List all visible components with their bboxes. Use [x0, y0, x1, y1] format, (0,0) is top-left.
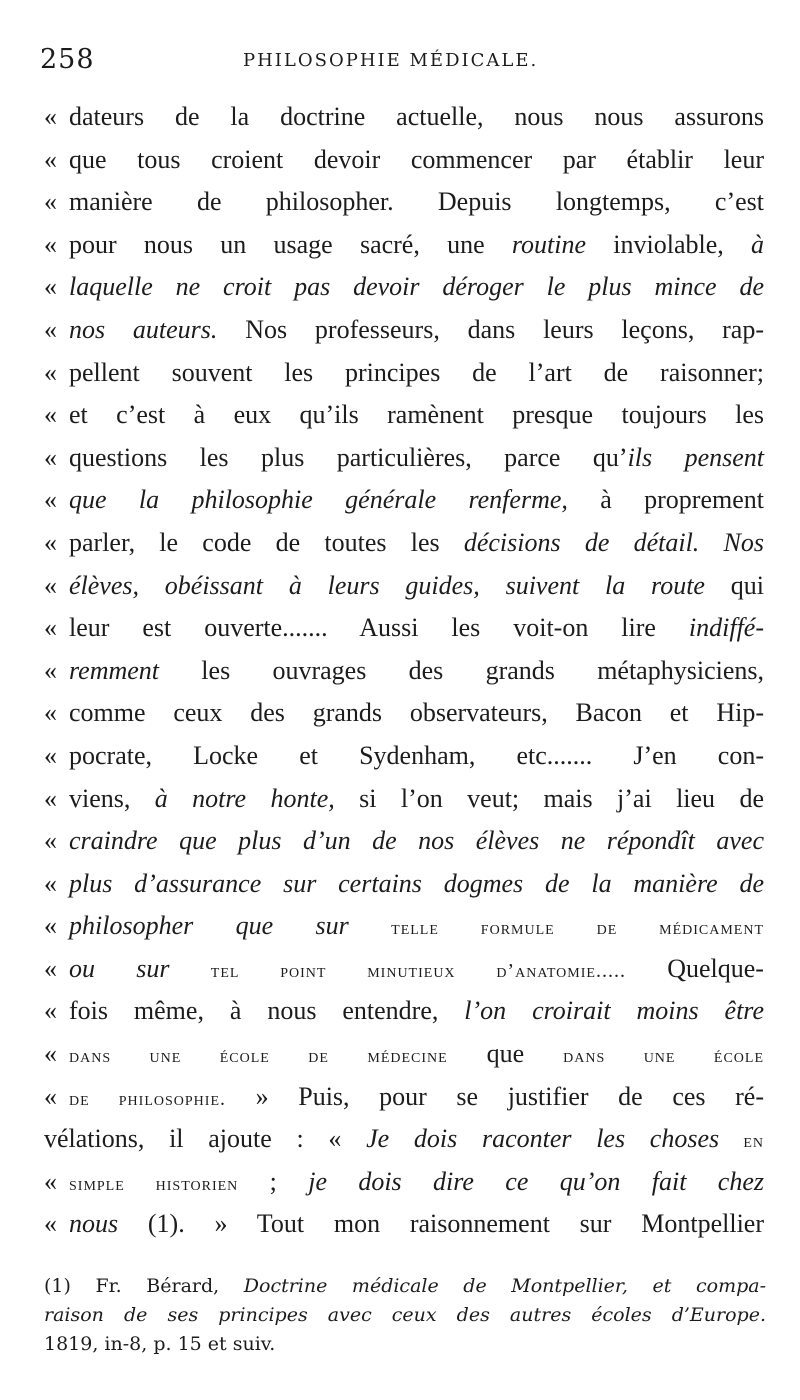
text-line-26: « simple historien ; je dois dire ce qu’on fait chez [44, 1166, 764, 1196]
text-line-21: « ou sur tel point minutieux d’anatomie..... Quelque- [44, 953, 764, 983]
text-line-12: « élèves, obéissant à leurs guides, suivent la route qui [44, 570, 764, 600]
text-line-2: « que tous croient devoir commencer par établir leur [44, 144, 764, 174]
page-header [38, 44, 768, 84]
text-line-13: « leur est ouverte....... Aussi les voit-on lire indiffé- [44, 613, 764, 643]
text-line-7: « pellent souvent les principes de l’art de raisonner; [44, 357, 764, 387]
text-line-8: « et c’est à eux qu’ils ramènent presque toujours les [44, 400, 764, 430]
footnote-line-2: raison de ses principes avec ceux des autres écoles d’Europe. [44, 1304, 766, 1326]
text-line-9: « questions les plus particulières, parce qu’ils pensent [44, 442, 764, 472]
text-line-1: « dateurs de la doctrine actuelle, nous nous assurons [44, 102, 764, 131]
text-line-11: « parler, le code de toutes les décisions de détail. Nos [44, 527, 764, 557]
footnote-line-3: 1819, in-8, p. 15 et suiv. [44, 1333, 276, 1355]
text-line-17: « viens, à notre honte, si l’on veut; mais j’ai lieu de [44, 783, 764, 813]
body-text [44, 96, 764, 1246]
text-line-19: « plus d’assurance sur certains dogmes de la manière de [44, 868, 764, 898]
text-line-24: « de philosophie. » Puis, pour se justifier de ces ré- [44, 1081, 765, 1111]
footnote-line-1: (1) Fr. Bérard, Doctrine médicale de Montpellier, et compa- [44, 1275, 766, 1297]
text-line-16: « pocrate, Locke et Sydenham, etc....... J’en con- [44, 740, 764, 770]
text-line-27: « nous (1). » Tout mon raisonnement sur Montpellier [44, 1209, 764, 1239]
text-line-4: « pour nous un usage sacré, une routine inviolable, à [44, 229, 764, 259]
running-head: PHILOSOPHIE MÉDICALE. [243, 50, 539, 71]
text-line-10: « que la philosophie générale renferme, à proprement [44, 485, 764, 515]
footnote [44, 1272, 766, 1359]
text-line-23: « dans une école de médecine que dans une école [44, 1039, 765, 1069]
text-line-14: « remment les ouvrages des grands métaphysiciens, [44, 655, 764, 685]
text-line-25: vélations, il ajoute : « Je dois raconter les choses en [44, 1124, 764, 1154]
text-line-6: « nos auteurs. Nos professeurs, dans leurs leçons, rap- [44, 314, 764, 344]
text-line-5: « laquelle ne croit pas devoir déroger le plus mince de [44, 272, 764, 302]
text-line-15: « comme ceux des grands observateurs, Bacon et Hip- [44, 698, 764, 728]
text-line-3: « manière de philosopher. Depuis longtemps, c’est [44, 187, 764, 217]
text-line-18: « craindre que plus d’un de nos élèves ne répondît avec [44, 826, 764, 856]
text-line-22: « fois même, à nous entendre, l’on croirait moins être [44, 996, 764, 1026]
page-number: 258 [40, 44, 95, 75]
text-line-20: « philosopher que sur telle formule de médicament [44, 911, 765, 941]
